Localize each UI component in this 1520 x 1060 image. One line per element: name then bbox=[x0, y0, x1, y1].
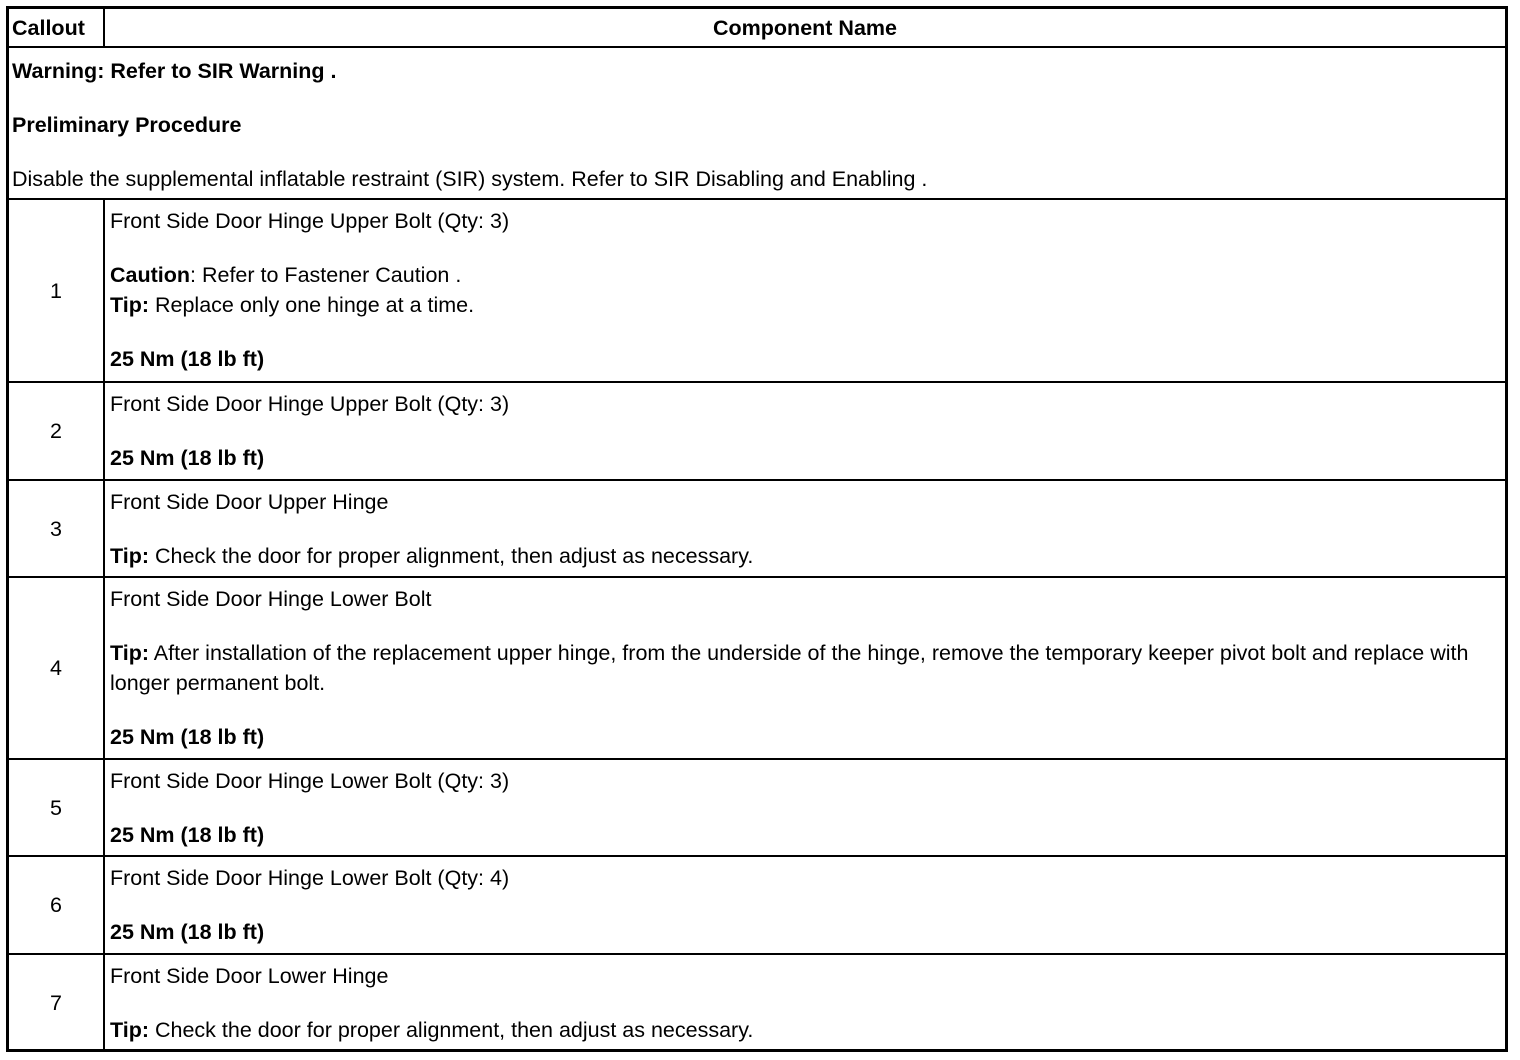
torque-spec: 25 Nm (18 lb ft) bbox=[110, 823, 265, 847]
tip-text: Check the door for proper alignment, then adjust as necessary. bbox=[149, 544, 754, 568]
callout-number: 4 bbox=[9, 577, 104, 759]
caution-text[interactable]: : Refer to Fastener Caution . bbox=[190, 263, 462, 287]
table-row bbox=[9, 759, 1505, 856]
torque-spec: 25 Nm (18 lb ft) bbox=[110, 446, 265, 470]
component-name: Front Side Door Hinge Lower Bolt (Qty: 4) bbox=[110, 866, 510, 890]
intro-cell bbox=[9, 47, 1505, 199]
caution-line bbox=[110, 260, 1500, 290]
component-name: Front Side Door Lower Hinge bbox=[110, 964, 389, 988]
component-cell bbox=[104, 759, 1505, 856]
tip-label: Tip: bbox=[110, 293, 150, 317]
component-name: Front Side Door Upper Hinge bbox=[110, 490, 389, 514]
callout-number: 5 bbox=[9, 759, 104, 856]
table-row bbox=[9, 199, 1505, 382]
component-name: Front Side Door Hinge Upper Bolt (Qty: 3) bbox=[110, 392, 510, 416]
tip-label: Tip: bbox=[110, 641, 150, 665]
component-cell bbox=[104, 856, 1505, 954]
component-cell bbox=[104, 382, 1505, 480]
disable-sir-instruction: Disable the supplemental inflatable restraint (SIR) system. Refer to SIR Disabling and Enabling . bbox=[12, 167, 928, 191]
component-cell bbox=[104, 199, 1505, 382]
component-name: Front Side Door Hinge Upper Bolt (Qty: 3) bbox=[110, 209, 510, 233]
torque-spec: 25 Nm (18 lb ft) bbox=[110, 347, 265, 371]
tip-text: Check the door for proper alignment, then adjust as necessary. bbox=[149, 1018, 754, 1042]
component-cell bbox=[104, 577, 1505, 759]
component-cell bbox=[104, 480, 1505, 577]
table-row bbox=[9, 382, 1505, 480]
component-name-column-header: Component Name bbox=[104, 9, 1505, 47]
tip-line bbox=[110, 290, 1500, 320]
intro-row bbox=[9, 47, 1505, 199]
caution-label: Caution bbox=[110, 263, 191, 287]
table-row bbox=[9, 856, 1505, 954]
component-table bbox=[9, 9, 1505, 1050]
table-row bbox=[9, 577, 1505, 759]
tip-text: Replace only one hinge at a time. bbox=[149, 293, 475, 317]
tip-line bbox=[110, 541, 1500, 571]
table-row bbox=[9, 480, 1505, 577]
torque-spec: 25 Nm (18 lb ft) bbox=[110, 920, 265, 944]
component-cell bbox=[104, 954, 1505, 1050]
callout-number: 7 bbox=[9, 954, 104, 1050]
callout-column-header: Callout bbox=[9, 9, 104, 47]
callout-number: 1 bbox=[9, 199, 104, 382]
table-row bbox=[9, 954, 1505, 1050]
callout-number: 2 bbox=[9, 382, 104, 480]
tip-line bbox=[110, 638, 1500, 698]
warning-label: Warning bbox=[12, 59, 98, 83]
component-name: Front Side Door Hinge Lower Bolt (Qty: 3) bbox=[110, 769, 510, 793]
tip-label: Tip: bbox=[110, 544, 150, 568]
warning-link-text[interactable]: : Refer to SIR Warning . bbox=[97, 59, 337, 83]
warning-line bbox=[12, 56, 1502, 86]
callout-number: 3 bbox=[9, 480, 104, 577]
callout-number: 6 bbox=[9, 856, 104, 954]
tip-line bbox=[110, 1015, 1500, 1045]
torque-spec: 25 Nm (18 lb ft) bbox=[110, 725, 265, 749]
table-header-row bbox=[9, 9, 1505, 47]
tip-label: Tip: bbox=[110, 1018, 150, 1042]
preliminary-procedure-title: Preliminary Procedure bbox=[12, 113, 242, 137]
procedure-sheet bbox=[6, 6, 1508, 1052]
component-name: Front Side Door Hinge Lower Bolt bbox=[110, 587, 432, 611]
tip-text: After installation of the replacement upper hinge, from the underside of the hinge, remove the temporary keeper pivot bolt and replace with longer permanent bolt. bbox=[110, 641, 1469, 695]
